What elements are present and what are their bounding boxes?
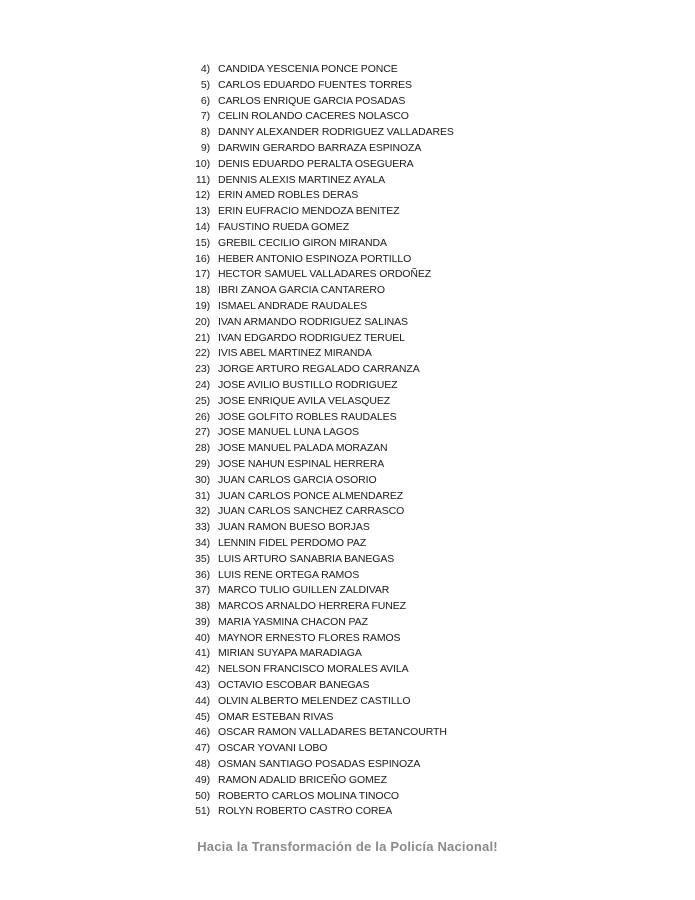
list-item-name: MIRIAN SUYAPA MARADIAGA [218,647,362,660]
list-item [0,694,695,710]
list-item-number: 42) [195,663,210,676]
list-item-number: 49) [195,773,210,786]
list-item-number: 28) [195,442,210,455]
list-item-number: 27) [195,426,210,439]
list-item-number: 5) [200,78,210,91]
list-item [0,299,695,315]
list-item [0,378,695,394]
list-item [0,204,695,220]
list-item-number: 4) [200,63,210,75]
list-item-name: LUIS ARTURO SANABRIA BANEGAS [218,552,395,565]
list-item [0,94,695,110]
list-item [0,804,695,820]
list-item [0,346,695,362]
list-item-number: 12) [195,189,210,202]
list-item-number: 15) [195,236,210,249]
list-item-number: 24) [195,378,210,391]
list-item-name: OSCAR RAMON VALLADARES BETANCOURTH [218,726,447,739]
list-item-name: DENNIS ALEXIS MARTINEZ AYALA [218,173,386,186]
list-item-name: RAMON ADALID BRICEÑO GOMEZ [218,773,387,786]
list-item-number: 39) [195,615,210,628]
list-item-number: 36) [195,568,210,581]
list-item [0,789,695,805]
list-item-name: DENIS EDUARDO PERALTA OSEGUERA [218,157,414,170]
list-item [0,220,695,236]
list-item-number: 40) [195,631,210,644]
list-item-name: OSCAR YOVANI LOBO [218,742,328,755]
list-item-number: 11) [195,173,210,186]
list-item-name: LENNIN FIDEL PERDOMO PAZ [218,536,367,549]
list-item-number: 25) [195,394,210,407]
list-item-number: 48) [195,758,210,771]
list-item-name: MAYNOR ERNESTO FLORES RAMOS [218,631,401,644]
list-item-number: 22) [195,347,210,360]
list-item-number: 33) [195,521,210,534]
list-item [0,520,695,536]
list-item [0,315,695,331]
list-item [0,615,695,631]
list-item [0,236,695,252]
list-item-number: 51) [195,805,210,818]
list-item-number: 34) [195,536,210,549]
list-item-name: JORGE ARTURO REGALADO CARRANZA [218,363,420,376]
list-item [0,125,695,141]
list-item-name: ISMAEL ANDRADE RAUDALES [218,299,368,312]
list-item [0,457,695,473]
list-item [0,62,695,78]
list-item [0,283,695,299]
list-item-number: 29) [195,457,210,470]
list-item-name: HEBER ANTONIO ESPINOZA PORTILLO [218,252,412,265]
list-item-name: DARWIN GERARDO BARRAZA ESPINOZA [218,141,422,154]
list-item [0,741,695,757]
list-item-number: 50) [195,789,210,802]
list-item-name: DANNY ALEXANDER RODRIGUEZ VALLADARES [218,126,454,139]
list-item [0,157,695,173]
list-item-number: 17) [195,268,210,281]
list-item [0,331,695,347]
list-item [0,473,695,489]
list-item [0,173,695,189]
list-item [0,725,695,741]
list-item-name: JOSE GOLFITO ROBLES RAUDALES [218,410,397,423]
list-item-name: JOSE MANUEL LUNA LAGOS [218,426,359,439]
list-item [0,188,695,204]
list-item-name: JUAN CARLOS SANCHEZ CARRASCO [218,505,405,518]
list-item-name: LUIS RENE ORTEGA RAMOS [218,568,360,581]
list-item-name: OLVIN ALBERTO MELENDEZ CASTILLO [218,694,411,707]
list-item-name: CELIN ROLANDO CACERES NOLASCO [218,110,409,123]
list-item-number: 14) [195,220,210,233]
list-item [0,78,695,94]
list-item [0,109,695,125]
list-item-name: OCTAVIO ESCOBAR BANEGAS [218,679,370,692]
list-item-name: ROLYN ROBERTO CASTRO COREA [218,805,393,818]
list-item-number: 31) [195,489,210,502]
list-item-number: 9) [200,141,210,154]
list-item-name: JOSE NAHUN ESPINAL HERRERA [218,457,385,470]
list-item [0,536,695,552]
list-item [0,141,695,157]
list-item-number: 10) [195,157,210,170]
list-item-number: 45) [195,710,210,723]
list-item [0,252,695,268]
list-item-name: JUAN CARLOS GARCIA OSORIO [218,473,377,486]
list-item-name: IVIS ABEL MARTINEZ MIRANDA [218,347,372,360]
list-item-name: JOSE MANUEL PALADA MORAZAN [218,442,388,455]
list-item [0,757,695,773]
list-item [0,489,695,505]
list-item-number: 47) [195,742,210,755]
list-item-number: 21) [195,331,210,344]
list-item-name: CANDIDA YESCENIA PONCE PONCE [218,63,398,75]
list-item-number: 8) [200,126,210,139]
list-item-name: JOSE ENRIQUE AVILA VELASQUEZ [218,394,391,407]
list-item [0,425,695,441]
footer-slogan: Hacia la Transformación de la Policía Nacional! [197,839,498,854]
list-item-number: 13) [195,205,210,218]
list-item-number: 32) [195,505,210,518]
list-item-number: 18) [195,284,210,297]
list-item [0,362,695,378]
list-item-number: 38) [195,600,210,613]
list-item-number: 46) [195,726,210,739]
list-item [0,410,695,426]
list-item [0,678,695,694]
list-item-name: OSMAN SANTIAGO POSADAS ESPINOZA [218,758,421,771]
list-item [0,441,695,457]
list-item [0,710,695,726]
list-item [0,773,695,789]
list-item [0,394,695,410]
list-item-name: ROBERTO CARLOS MOLINA TINOCO [218,789,399,802]
list-item-name: JOSE AVILIO BUSTILLO RODRIGUEZ [218,378,398,391]
list-item [0,646,695,662]
list-item-name: ERIN AMED ROBLES DERAS [218,189,359,202]
list-item-name: FAUSTINO RUEDA GOMEZ [218,220,350,233]
list-item [0,568,695,584]
list-item-number: 30) [195,473,210,486]
name-list [0,62,695,820]
list-item-name: OMAR ESTEBAN RIVAS [218,710,334,723]
list-item-name: MARIA YASMINA CHACON PAZ [218,615,368,628]
list-item-number: 41) [195,647,210,660]
list-item-name: IVAN ARMANDO RODRIGUEZ SALINAS [218,315,408,328]
list-item-number: 16) [195,252,210,265]
list-item-number: 35) [195,552,210,565]
list-item-name: HECTOR SAMUEL VALLADARES ORDOÑEZ [218,268,432,281]
list-item-name: IBRI ZANOA GARCIA CANTARERO [218,284,385,297]
list-item-name: CARLOS ENRIQUE GARCIA POSADAS [218,94,406,107]
list-item [0,631,695,647]
list-item-name: ERIN EUFRACIO MENDOZA BENITEZ [218,205,400,218]
list-item-number: 19) [195,299,210,312]
list-item-name: MARCOS ARNALDO HERRERA FUNEZ [218,600,406,613]
list-item [0,504,695,520]
list-item [0,599,695,615]
list-item-number: 6) [200,94,210,107]
list-item-number: 26) [195,410,210,423]
list-item-number: 23) [195,363,210,376]
list-item-name: MARCO TULIO GUILLEN ZALDIVAR [218,584,390,597]
list-item-name: NELSON FRANCISCO MORALES AVILA [218,663,409,676]
list-item [0,552,695,568]
list-item-name: JUAN CARLOS PONCE ALMENDAREZ [218,489,404,502]
list-item [0,662,695,678]
list-item-number: 43) [195,679,210,692]
list-item-number: 37) [195,584,210,597]
list-item-name: JUAN RAMON BUESO BORJAS [218,521,370,534]
list-item [0,267,695,283]
list-item-name: IVAN EDGARDO RODRIGUEZ TERUEL [218,331,405,344]
list-item-name: CARLOS EDUARDO FUENTES TORRES [218,78,412,91]
list-item-number: 44) [195,694,210,707]
list-item-number: 20) [195,315,210,328]
list-item-name: GREBIL CECILIO GIRON MIRANDA [218,236,387,249]
list-item [0,583,695,599]
list-item-number: 7) [200,110,210,123]
